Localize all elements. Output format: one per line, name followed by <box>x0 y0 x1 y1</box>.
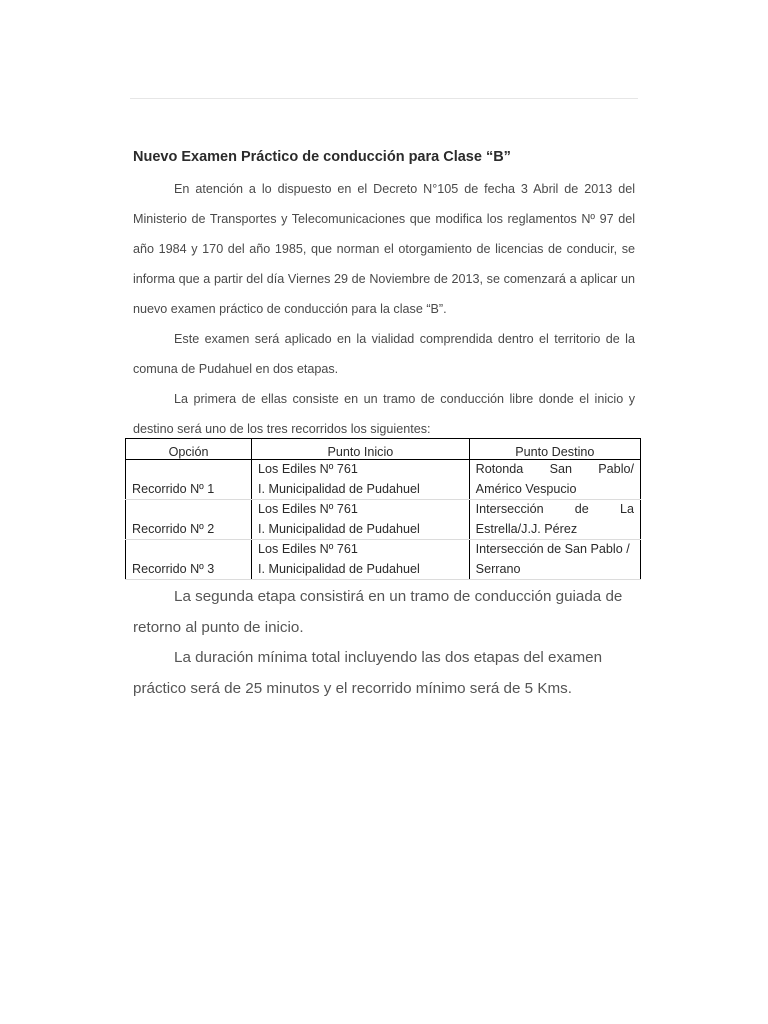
table-row <box>126 500 641 540</box>
intro-paragraph: La primera de ellas consiste en un tramo de conducción libre donde el inicio y destino será uno de los tres recorridos los siguientes: <box>133 392 635 436</box>
table-header-row <box>126 439 641 460</box>
destination-line <box>476 460 634 480</box>
destination-line: Estrella/J.J. Pérez <box>475 521 578 536</box>
route-start <box>252 540 470 580</box>
route-destination <box>469 540 640 580</box>
outro-paragraph: La duración mínima total incluyendo las dos etapas del examen práctico será de 25 minutos y el recorrido mínimo será de 5 Kms. <box>133 649 603 697</box>
route-destination <box>469 500 640 540</box>
outro-paragraph: La segunda etapa consistirá en un tramo de conducción guiada de retorno al punto de inicio. <box>133 588 623 636</box>
document-title: Nuevo Examen Práctico de conducción para Clase “B” <box>133 149 511 165</box>
destination-line: Serrano <box>475 561 521 576</box>
destination-word: de <box>574 502 589 516</box>
route-destination <box>469 460 640 500</box>
route-option: Recorrido Nº 2 <box>126 500 252 540</box>
header-option: Opción <box>126 439 252 460</box>
destination-line <box>476 500 634 520</box>
route-start <box>252 460 470 500</box>
route-option: Recorrido Nº 1 <box>126 460 252 500</box>
intro-paragraph: En atención a lo dispuesto en el Decreto N°105 de fecha 3 Abril de 2013 del Ministerio de Transportes y Telecomunicaciones que modifica los reglamentos Nº 97 del año 1984 y 170 del año 1985, que norman el otorgamiento de licencias de conducir, se informa que a partir del día Viernes 29 de Noviembre de 2013, se comenzará a aplicar un nuevo examen práctico de conducción para la clase “B”. <box>133 182 635 316</box>
table-row <box>126 460 641 500</box>
routes-table <box>125 438 641 580</box>
intro-text <box>133 174 635 444</box>
intro-paragraph: Este examen será aplicado en la vialidad comprendida dentro el territorio de la comuna de Pudahuel en dos etapas. <box>133 332 635 376</box>
top-divider <box>130 98 638 99</box>
outro-text <box>133 582 635 704</box>
destination-word: Intersección <box>475 502 544 516</box>
start-address: Los Ediles Nº 761 <box>258 462 358 476</box>
route-start <box>252 500 470 540</box>
destination-word: Rotonda <box>475 462 524 476</box>
start-place: I. Municipalidad de Pudahuel <box>258 481 420 496</box>
start-address: Los Ediles Nº 761 <box>258 542 358 556</box>
destination-word: Pablo/ <box>598 462 634 476</box>
table-row <box>126 540 641 580</box>
route-option: Recorrido Nº 3 <box>126 540 252 580</box>
start-place: I. Municipalidad de Pudahuel <box>258 561 420 576</box>
destination-line: Américo Vespucio <box>475 481 577 496</box>
start-address: Los Ediles Nº 761 <box>258 502 358 516</box>
destination-line: Intersección de San Pablo / <box>475 542 630 556</box>
start-place: I. Municipalidad de Pudahuel <box>258 521 420 536</box>
destination-word: San <box>549 462 572 476</box>
header-destination: Punto Destino <box>469 439 640 460</box>
destination-word: La <box>619 502 634 516</box>
header-start: Punto Inicio <box>252 439 470 460</box>
